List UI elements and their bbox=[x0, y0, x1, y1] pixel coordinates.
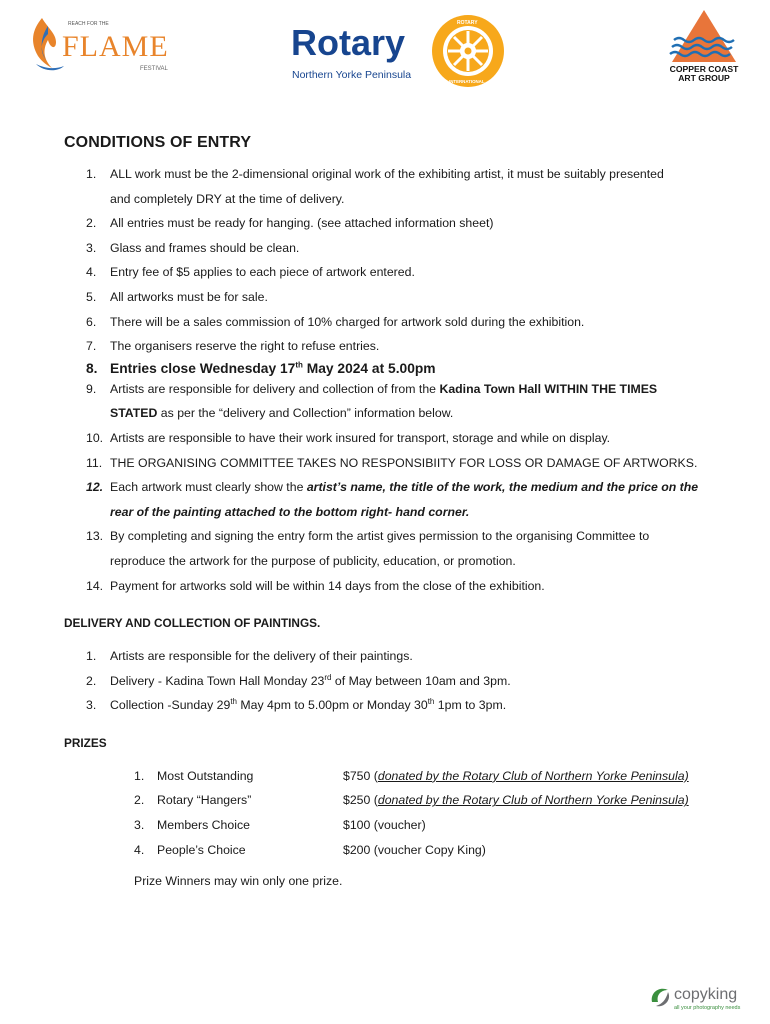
svg-text:REACH FOR THE: REACH FOR THE bbox=[68, 21, 109, 27]
prize-row: 2. Rotary “Hangers” $250 (donated by the Rotary Club of Northern Yorke Peninsula) bbox=[134, 793, 689, 808]
svg-text:FLAME: FLAME bbox=[62, 30, 169, 63]
list-item: 5. All artworks must be for sale. bbox=[86, 289, 268, 304]
list-item: 10. Artists are responsible to have their work insured for transport, storage and while on display. bbox=[86, 430, 611, 445]
prizes-list bbox=[64, 764, 734, 862]
conditions-list bbox=[64, 162, 734, 598]
svg-text:all your photography needs: all your photography needs bbox=[674, 1005, 741, 1011]
svg-text:copyking: copyking bbox=[674, 986, 738, 1003]
list-item: 1. Artists are responsible for the delivery of their paintings. bbox=[86, 649, 413, 664]
svg-text:ROTARY: ROTARY bbox=[457, 20, 478, 26]
svg-text:INTERNATIONAL: INTERNATIONAL bbox=[449, 79, 485, 84]
list-item: 4. Entry fee of $5 applies to each piece of artwork entered. bbox=[86, 265, 415, 280]
list-item: reproduce the artwork for the purpose of publicity, education, or promotion. bbox=[110, 553, 516, 568]
list-item: 11. THE ORGANISING COMMITTEE TAKES NO RESPONSIBIITY FOR LOSS OR DAMAGE OF ARTWORKS. bbox=[86, 455, 698, 470]
conditions-title: CONDITIONS OF ENTRY bbox=[64, 134, 252, 151]
rotary-logo bbox=[288, 14, 513, 88]
prize-row: 1. Most Outstanding $750 (donated by the Rotary Club of Northern Yorke Peninsula) bbox=[134, 768, 689, 783]
document-body bbox=[64, 134, 734, 888]
list-item: 3. Glass and frames should be clean. bbox=[86, 240, 300, 255]
svg-text:FESTIVAL: FESTIVAL bbox=[140, 66, 168, 72]
delivery-title: DELIVERY AND COLLECTION OF PAINTINGS. bbox=[64, 616, 321, 631]
list-item: and completely DRY at the time of delivery. bbox=[110, 191, 345, 206]
svg-text:Northern Yorke Peninsula: Northern Yorke Peninsula bbox=[292, 69, 412, 81]
prizes-title: PRIZES bbox=[64, 735, 107, 750]
svg-text:Rotary: Rotary bbox=[291, 22, 406, 63]
list-item: 12. Each artwork must clearly show the artist’s name, the title of the work, the medium and the price on the bbox=[86, 480, 699, 495]
flame-icon bbox=[28, 12, 188, 74]
rotary-wheel-icon bbox=[432, 15, 504, 87]
list-item: 7. The organisers reserve the right to refuse entries. bbox=[86, 339, 380, 354]
list-item: 1. ALL work must be the 2-dimensional original work of the exhibiting artist, it must be suitably presented bbox=[86, 167, 664, 181]
flame-festival-logo bbox=[28, 12, 188, 74]
list-item: rear of the painting attached to the bottom right- hand corner. bbox=[110, 504, 470, 519]
list-item: 14. Payment for artworks sold will be within 14 days from the close of the exhibition. bbox=[86, 578, 545, 593]
svg-text:ART GROUP: ART GROUP bbox=[678, 73, 730, 83]
delivery-list bbox=[64, 644, 734, 718]
list-item: 3. Collection -Sunday 29th May 4pm to 5.00pm or Monday 30th 1pm to 3pm. bbox=[86, 697, 507, 713]
list-item: 13. By completing and signing the entry form the artist gives permission to the organising Committee to bbox=[86, 529, 650, 544]
prize-row: 4. People’s Choice $200 (voucher Copy King) bbox=[134, 842, 486, 857]
copper-coast-art-group-logo bbox=[666, 8, 742, 84]
svg-text:COPPER COAST: COPPER COAST bbox=[669, 64, 739, 74]
prize-row: 3. Members Choice $100 (voucher) bbox=[134, 818, 426, 833]
list-item: 2. All entries must be ready for hanging. (see attached information sheet) bbox=[86, 216, 494, 231]
prize-note: Prize Winners may win only one prize. bbox=[134, 874, 343, 889]
copyking-logo bbox=[648, 982, 752, 1012]
list-item: STATED as per the “delivery and Collection” information below. bbox=[110, 406, 454, 421]
copyking-swirl-icon bbox=[652, 989, 669, 1007]
list-item: 9. Artists are responsible for delivery and collection of from the Kadina Town Hall WITHIN THE TIMES bbox=[86, 381, 658, 396]
list-item: 2. Delivery - Kadina Town Hall Monday 23rd of May between 10am and 3pm. bbox=[86, 672, 511, 688]
entries-close-item: 8. Entries close Wednesday 17th May 2024 at 5.00pm bbox=[86, 360, 436, 376]
list-item: 6. There will be a sales commission of 10% charged for artwork sold during the exhibition. bbox=[86, 314, 585, 329]
